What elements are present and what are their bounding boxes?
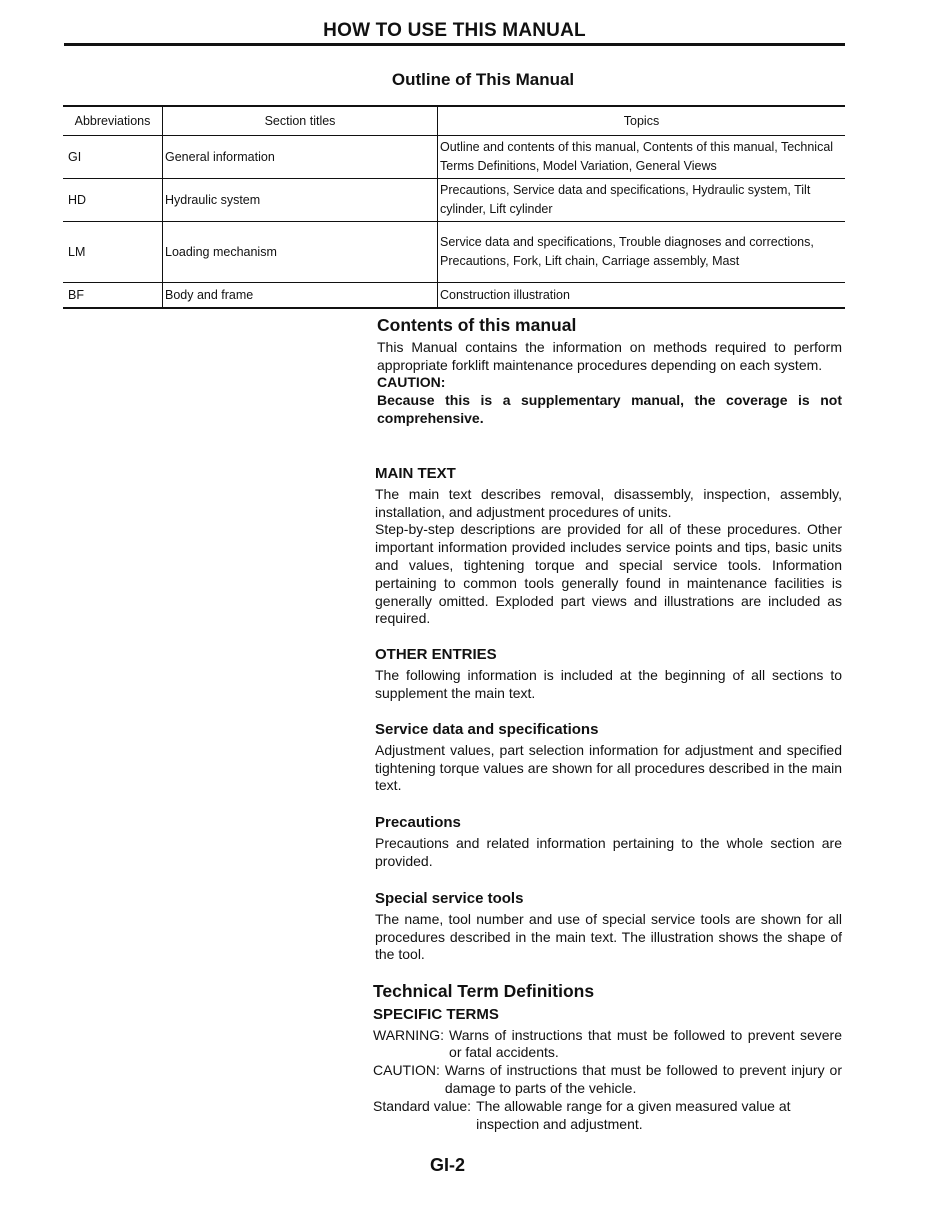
other-entries-text: The following information is included at the beginning of all sections to supplement the main text. (375, 666, 842, 701)
cell-abbr: HD (63, 179, 163, 222)
technical-section (373, 983, 842, 1133)
contents-heading: Contents of this manual (377, 315, 577, 335)
main-text-p2: Step-by-step descriptions are provided for all of these procedures. Other important information provided includes service points and tips, basic units and values, tightening torque and special service tools. Information pertaining to common tools generally found in maintenance facilities is generally omitted. Exploded part views and illustrations are included as required. (375, 521, 842, 627)
other-entries-heading: OTHER ENTRIES (375, 646, 497, 663)
col-header-topics: Topics (438, 106, 846, 136)
caution-text: Because this is a supplementary manual, the coverage is not comprehensive. (377, 392, 842, 426)
caution-label: CAUTION: (377, 374, 446, 391)
precautions-text: Precautions and related information pertaining to the whole section are provided. (375, 834, 842, 869)
cell-topics: Service data and specifications, Trouble diagnoses and corrections, Precautions, Fork, Lift chain, Carriage assembly, Mast (438, 222, 846, 283)
cell-title: General information (163, 136, 438, 179)
special-tools-text: The name, tool number and use of special service tools are shown for all procedures described in the main text. The illustration shows the shape of the tool. (375, 910, 842, 963)
cell-title: Loading mechanism (163, 222, 438, 283)
terms-list (373, 1027, 842, 1134)
cell-abbr: LM (63, 222, 163, 283)
special-tools-section (375, 890, 842, 964)
header-rule (64, 43, 845, 46)
term-label: CAUTION: (373, 1062, 440, 1079)
col-header-section-titles: Section titles (163, 106, 438, 136)
term-definition: The allowable range for a given measured value at inspection and adjustment. (476, 1097, 791, 1132)
table-row (63, 136, 845, 179)
term-label: WARNING: (373, 1026, 445, 1043)
term-item (373, 1062, 842, 1098)
outline-table (63, 105, 845, 309)
table-header-row (63, 106, 845, 136)
page-number: GI-2 (430, 1155, 466, 1175)
main-text-section (375, 465, 842, 628)
specific-terms-heading: SPECIFIC TERMS (373, 1005, 499, 1023)
page-header-title: HOW TO USE THIS MANUAL (323, 20, 586, 41)
special-tools-heading: Special service tools (375, 890, 524, 907)
service-data-section (375, 721, 842, 795)
precautions-heading: Precautions (375, 814, 461, 831)
outline-title: Outline of This Manual (391, 70, 575, 89)
cell-abbr: GI (63, 136, 163, 179)
cell-title: Hydraulic system (163, 179, 438, 222)
table-row (63, 179, 845, 222)
other-entries-section (375, 646, 842, 702)
cell-abbr: BF (63, 283, 163, 309)
cell-topics: Construction illustration (438, 283, 846, 309)
precautions-section (375, 814, 842, 870)
contents-section (375, 317, 842, 428)
technical-heading: Technical Term Definitions (373, 981, 595, 1001)
term-definition: Warns of instructions that must be followed to prevent severe or fatal accidents. (449, 1026, 842, 1061)
cell-topics: Precautions, Service data and specifications, Hydraulic system, Tilt cylinder, Lift cylinder (438, 179, 846, 222)
term-item (373, 1098, 842, 1134)
cell-title: Body and frame (163, 283, 438, 309)
cell-topics: Outline and contents of this manual, Contents of this manual, Technical Terms Definitions, Model Variation, General Views (438, 136, 846, 179)
term-definition: Warns of instructions that must be followed to prevent injury or damage to parts of the vehicle. (444, 1062, 842, 1096)
service-data-text: Adjustment values, part selection information for adjustment and specified tightening torque values are shown for all procedures described in the main text. (375, 741, 842, 794)
contents-intro: This Manual contains the information on methods required to perform appropriate forklift maintenance procedures depending on each system. (377, 338, 842, 373)
main-text-heading: MAIN TEXT (375, 465, 456, 482)
col-header-abbreviations: Abbreviations (63, 106, 163, 136)
table-row (63, 222, 845, 283)
table-row (63, 283, 845, 309)
service-data-heading: Service data and specifications (375, 721, 599, 738)
term-item (373, 1027, 842, 1063)
term-label: Standard value: (373, 1097, 472, 1114)
main-text-p1: The main text describes removal, disassembly, inspection, assembly, installation, and adjustment procedures of units. (375, 485, 842, 520)
